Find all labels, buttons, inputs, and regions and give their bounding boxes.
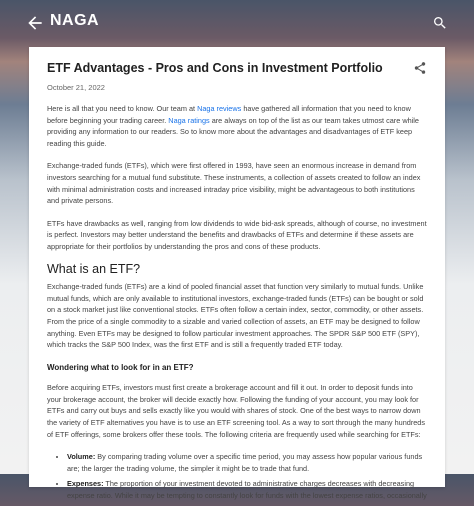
naga-reviews-link[interactable]: Naga reviews: [197, 104, 242, 113]
post-body: [47, 103, 427, 506]
back-arrow-icon[interactable]: [25, 13, 45, 33]
paragraph: ETFs have drawbacks as well, ranging from low dividends to wide bid-ask spreads, although of course, no investment is perfect. Investors may better understand the benefits and drawbacks of ETFs and determine if these assets are appropriate for their portfolios by understanding the pros and cons of these products.: [47, 218, 427, 251]
top-bar: [0, 0, 474, 46]
post-card: [29, 47, 445, 501]
site-title[interactable]: NAGA: [50, 12, 100, 29]
post-title: ETF Advantages - Pros and Cons in Investment Portfolio: [47, 61, 383, 75]
share-icon[interactable]: [413, 61, 427, 75]
section-heading: What is an ETF?: [47, 261, 141, 276]
naga-ratings-link[interactable]: Naga ratings: [168, 115, 210, 125]
search-icon[interactable]: [432, 15, 448, 31]
paragraph: Exchange-traded funds (ETFs) are a kind of pooled financial asset that function very similarly to mutual funds. Unlike mutual funds, which are only available to institutional investors, exchange-traded funds (ETFs) can be bought or sold on a stock market just like conventional stocks. ETFs often follow a certain index, sector, commodity, or other assets. From the price of a single commodity to a sizable and varied collection of assets, an ETF may be designed to follow anything. Even ETFs may be designed to follow particular investment approaches. The SPDR S&P 500 ETF (SPY), which tracks the S&P 500 Index, was the first ETF and is still a frequently traded ETF today.: [47, 282, 424, 350]
paragraph: Exchange-traded funds (ETFs), which were first offered in 1993, have seen an enormous increase in demand from investors searching for a mutual fund substitute. These instruments, a collection of assets created to follow an index with minimal administration costs and increased intraday price visibility, might be advantageous to both institutions and private persons.: [47, 161, 421, 206]
list-item: • Expenses: The proportion of your investment devoted to administrative charges decreases with decreasing expense ratio. While it may be tempting to constantly look for funds with the lowest expense ratios, occasionally: [67, 478, 427, 501]
paragraph: Before acquiring ETFs, investors must first create a brokerage account and fill it out. In order to deposit funds into your brokerage account, the broker will decide exactly how. Following the funding of your account, you may look for ETFs and carry out buys and sells exactly like you would with shares of stock. One of the best ways to narrow down the variety of ETF alternatives you have is to use an ETF screening tool. As a way to sort through the many hundreds of ETF offerings, some brokers offer these tools. The following criteria are frequently used while searching for ETFs:: [47, 383, 426, 439]
sub-heading: Wondering what to look for in an ETF?: [47, 362, 194, 372]
intro-paragraph: Here is all that you need to know. Our team at Naga reviews have gathered all information that you need to know before beginning your trading career. Naga ratings are always on top of the list as our team takes utmost care while providing any information to our readers. So to know more about the advantages and disadvantages of ETF keep reading this guide.: [47, 104, 419, 148]
criteria-list: [47, 451, 427, 501]
list-item: • Volume: By comparing trading volume over a specific time period, you may assess how popular various funds are; the larger the trading volume, the simpler it might be to trade that fund.: [67, 451, 427, 474]
post-date: October 21, 2022: [47, 83, 105, 92]
